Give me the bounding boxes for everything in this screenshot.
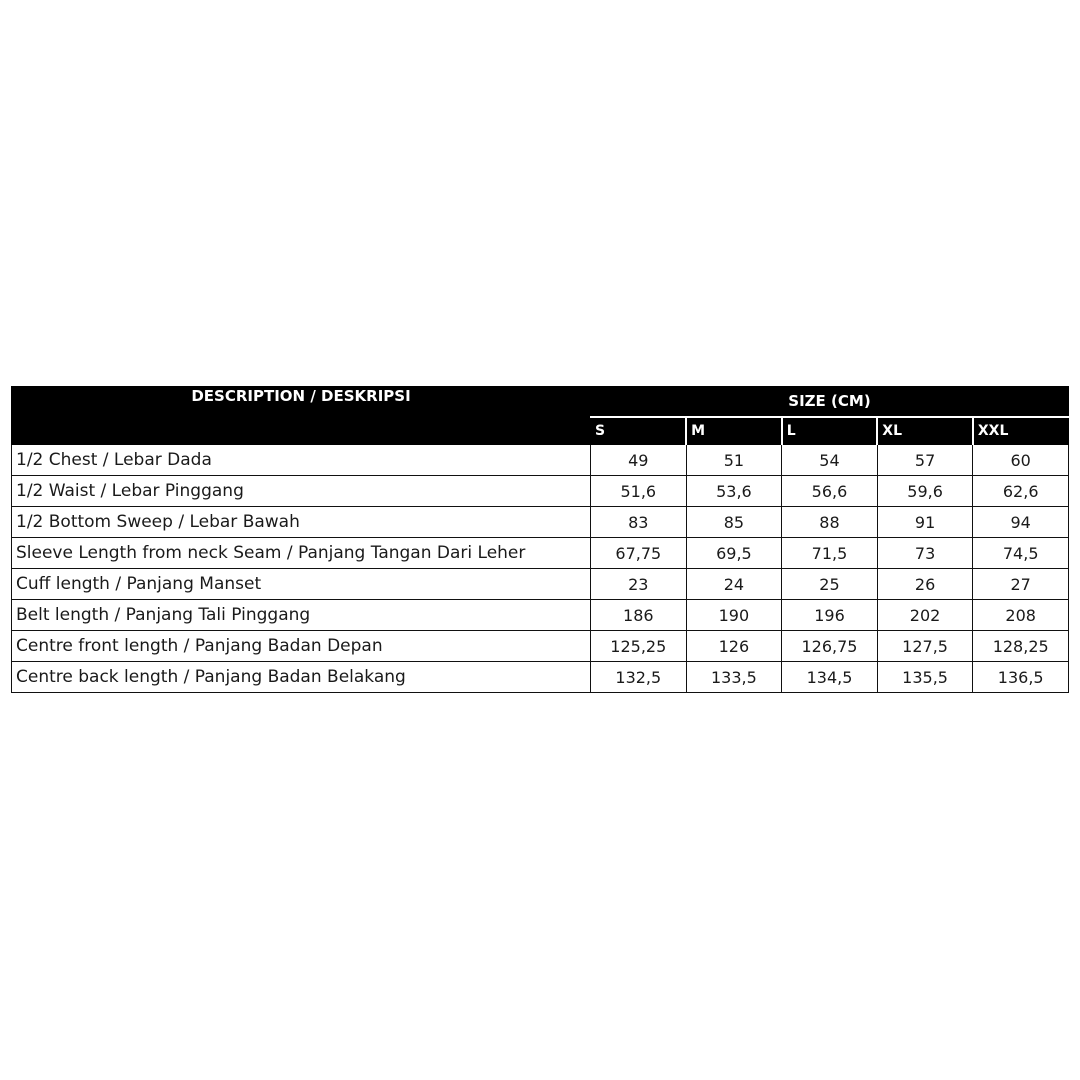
- size-chart-table: [11, 386, 1069, 693]
- table-row: [12, 476, 1069, 507]
- table-row: [12, 631, 1069, 662]
- table-row: [12, 445, 1069, 476]
- table-cell: 132,5: [591, 662, 687, 693]
- table-cell: 62,6: [973, 476, 1069, 507]
- size-label-s: S: [591, 417, 687, 445]
- table-cell: 56,6: [782, 476, 878, 507]
- size-header: SIZE (CM): [591, 387, 1069, 417]
- row-label: Belt length / Panjang Tali Pinggang: [12, 600, 591, 631]
- table-cell: 136,5: [973, 662, 1069, 693]
- size-label-xxl: XXL: [973, 417, 1069, 445]
- size-label-m: M: [686, 417, 782, 445]
- table-cell: 51,6: [591, 476, 687, 507]
- table-cell: 196: [782, 600, 878, 631]
- table-cell: 126: [686, 631, 782, 662]
- table-cell: 26: [877, 569, 973, 600]
- size-label-xl: XL: [877, 417, 973, 445]
- table-row: [12, 569, 1069, 600]
- table-cell: 208: [973, 600, 1069, 631]
- table-cell: 127,5: [877, 631, 973, 662]
- table-cell: 134,5: [782, 662, 878, 693]
- table-cell: 126,75: [782, 631, 878, 662]
- table-cell: 24: [686, 569, 782, 600]
- table-cell: 83: [591, 507, 687, 538]
- table-cell: 69,5: [686, 538, 782, 569]
- row-label: 1/2 Bottom Sweep / Lebar Bawah: [12, 507, 591, 538]
- table-row: [12, 538, 1069, 569]
- table-cell: 73: [877, 538, 973, 569]
- row-label: Centre front length / Panjang Badan Depan: [12, 631, 591, 662]
- row-label: 1/2 Chest / Lebar Dada: [12, 445, 591, 476]
- table-cell: 125,25: [591, 631, 687, 662]
- header-row: [12, 387, 1069, 417]
- table-row: [12, 507, 1069, 538]
- table-cell: 49: [591, 445, 687, 476]
- row-label: 1/2 Waist / Lebar Pinggang: [12, 476, 591, 507]
- table-cell: 128,25: [973, 631, 1069, 662]
- row-label: Sleeve Length from neck Seam / Panjang Tangan Dari Leher: [12, 538, 591, 569]
- table-cell: 57: [877, 445, 973, 476]
- table-cell: 94: [973, 507, 1069, 538]
- table-cell: 51: [686, 445, 782, 476]
- row-label: Cuff length / Panjang Manset: [12, 569, 591, 600]
- table-cell: 27: [973, 569, 1069, 600]
- table-cell: 133,5: [686, 662, 782, 693]
- table-cell: 190: [686, 600, 782, 631]
- table-cell: 60: [973, 445, 1069, 476]
- table-cell: 53,6: [686, 476, 782, 507]
- table-cell: 59,6: [877, 476, 973, 507]
- description-header: DESCRIPTION / DESKRIPSI: [12, 387, 591, 445]
- table-cell: 67,75: [591, 538, 687, 569]
- table-cell: 23: [591, 569, 687, 600]
- table-cell: 85: [686, 507, 782, 538]
- table-cell: 54: [782, 445, 878, 476]
- table-cell: 135,5: [877, 662, 973, 693]
- table-cell: 91: [877, 507, 973, 538]
- table-cell: 25: [782, 569, 878, 600]
- row-label: Centre back length / Panjang Badan Belakang: [12, 662, 591, 693]
- table-cell: 74,5: [973, 538, 1069, 569]
- table-row: [12, 600, 1069, 631]
- table-cell: 71,5: [782, 538, 878, 569]
- table-cell: 186: [591, 600, 687, 631]
- table-row: [12, 662, 1069, 693]
- table-cell: 88: [782, 507, 878, 538]
- table-cell: 202: [877, 600, 973, 631]
- size-label-l: L: [782, 417, 878, 445]
